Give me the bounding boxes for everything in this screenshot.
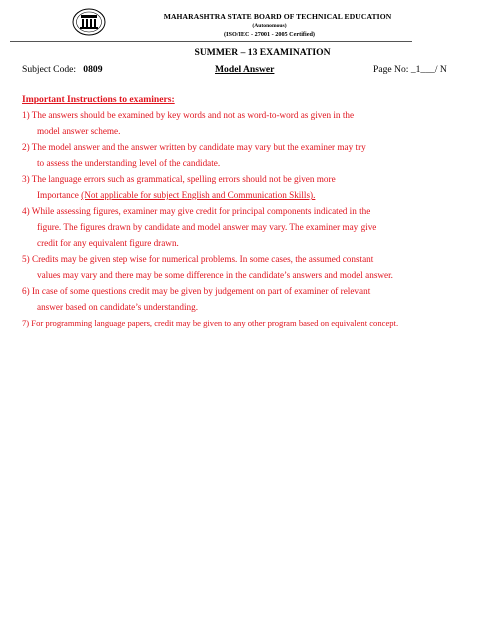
instruction-line: to assess the understanding level of the candidate. [37, 158, 221, 168]
instruction-line: 5) Credits may be given step wise for numerical problems. In some cases, the assumed constant [22, 254, 374, 264]
instruction-line: model answer scheme. [37, 126, 121, 136]
instructions-title: Important Instructions to examiners: [22, 94, 175, 105]
model-answer-heading: Model Answer [215, 64, 275, 75]
exam-title: SUMMER – 13 EXAMINATION [194, 47, 331, 58]
subject-code-label: Subject Code: [22, 64, 77, 75]
instruction-line: values may vary and there may be some difference in the candidate’s answers and model answer. [37, 270, 393, 280]
instruction-line: 4) While assessing figures, examiner may give credit for principal components indicated in the [22, 206, 371, 216]
instruction-line [37, 190, 315, 200]
subject-code-value: 0809 [83, 64, 103, 75]
instruction-note: (Not applicable for subject English and Communication Skills). [81, 190, 316, 200]
certification-label: (ISO/IEC - 27001 - 2005 Certified) [224, 31, 315, 38]
instruction-line: 7) For programming language papers, credit may be given to any other program based on equivalent concept. [22, 318, 399, 328]
board-name: MAHARASHTRA STATE BOARD OF TECHNICAL EDUCATION [163, 12, 392, 21]
instruction-line: 6) In case of some questions credit may be given by judgement on part of examiner of relevant [22, 286, 371, 296]
header-divider [10, 41, 412, 42]
instruction-line: 3) The language errors such as grammatical, spelling errors should not be given more [22, 174, 336, 184]
instruction-line: answer based on candidate’s understanding. [37, 302, 198, 312]
subject-code-row [22, 64, 102, 75]
instruction-line: 2) The model answer and the answer written by candidate may vary but the examiner may try [22, 142, 366, 152]
instruction-text: Importance [37, 190, 82, 200]
autonomous-label: (Autonomous) [252, 23, 287, 29]
instruction-line: figure. The figures drawn by candidate and model answer may vary. The examiner may give [37, 222, 377, 232]
instruction-line: 1) The answers should be examined by key words and not as word-to-word as given in the [22, 110, 355, 120]
page-number: Page No: _1___/ N [373, 64, 447, 75]
instruction-line: credit for any equivalent figure drawn. [37, 238, 179, 248]
